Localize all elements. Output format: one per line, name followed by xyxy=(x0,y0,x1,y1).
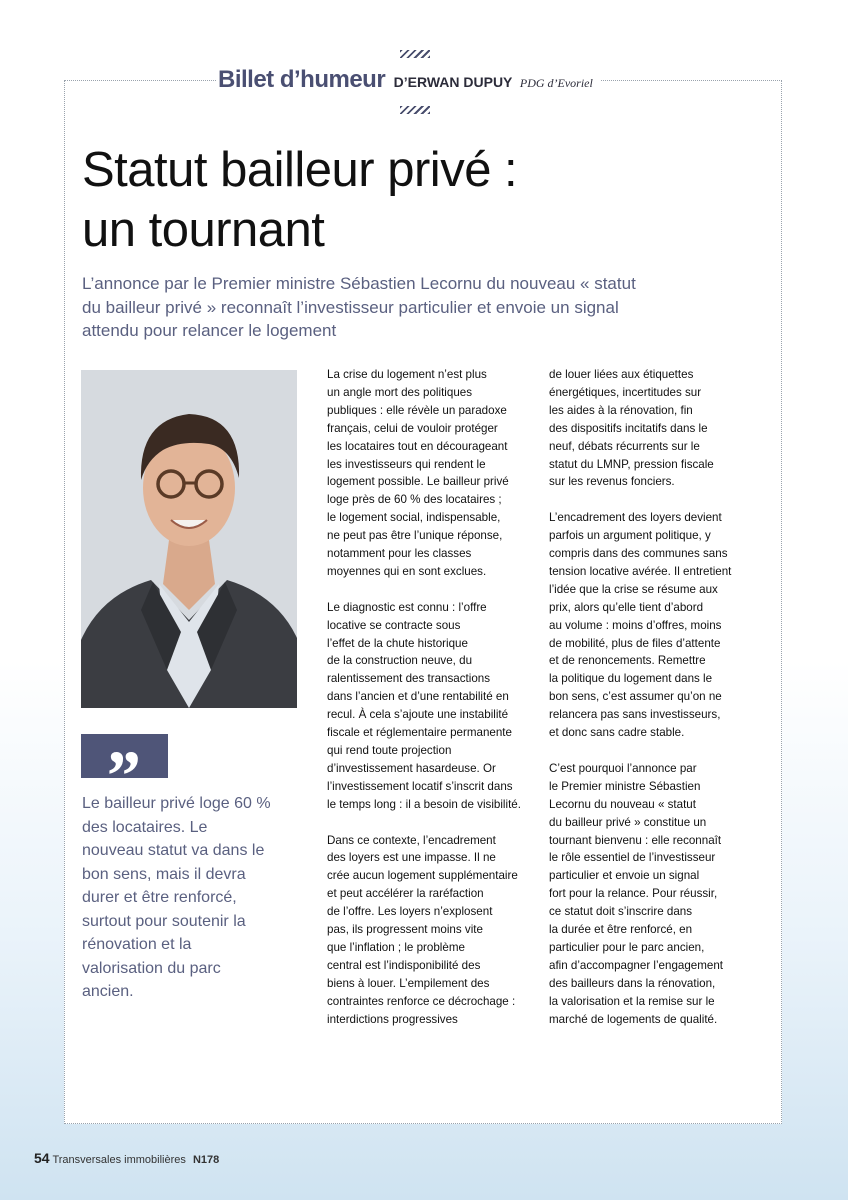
title-line-2: un tournant xyxy=(82,203,325,257)
article-lead: L’annonce par le Premier ministre Sébastien Lecornu du nouveau « statut du bailleur privé » reconnaît l’investisseur particulier et envoie un signal attendu pour relancer le logement xyxy=(82,274,636,340)
title-line-1: Statut bailleur privé : xyxy=(82,143,518,197)
publication-name: Transversales immobilières xyxy=(52,1154,186,1166)
column1-paragraph-3: Dans ce contexte, l’encadrement des loyers est une impasse. Il ne crée aucun logement supplémentaire et peut accélérer la raréfaction de l’offre. Les loyers n’explosent pas, ils progressent moins vite que l’inflation ; le problème central est l’indisponibilité des biens à louer. L’empilement des contraintes renforce ce décrochage : interdictions progressives xyxy=(327,833,518,1026)
author-photo xyxy=(81,370,297,708)
column2-paragraph-3: C’est pourquoi l’annonce par le Premier ministre Sébastien Lecornu du nouveau « statut du bailleur privé » constitue un tournant bienvenu : elle reconnaît le rôle essentiel de l’investisseur particulier et envoie un signal fort pour la relance. Pour réussir, ce statut doit s’inscrire dans la durée et être renforcé, en particulier pour le parc ancien, afin d’accompagner l’engagement des bailleurs dans la rénovation, la valorisation et la remise sur le marché de logements de qualité. xyxy=(549,761,724,1026)
column1-paragraph-1: La crise du logement n’est plus un angle mort des politiques publiques : elle révèle un paradoxe français, celui de vouloir protéger les locataires tout en décourageant les investisseurs qui rendent le logement possible. Le bailleur privé loge près de 60 % des locataires ; le logement social, indispensable, ne peut pas être l’unique réponse, notamment pour les classes moyennes qui en sont exclues. xyxy=(327,368,509,578)
page-number: 54 xyxy=(34,1150,50,1166)
author-role: PDG d’Evoriel xyxy=(519,76,593,90)
page-footer xyxy=(34,1150,219,1166)
author-name: D’ERWAN DUPUY xyxy=(393,74,513,90)
column2-paragraph-1: de louer liées aux étiquettes énergétiques, incertitudes sur les aides à la rénovation, fin des dispositifs incitatifs dans le neuf, débats récurrents sur le statut du LMNP, pression fiscale sur les revenus fonciers. xyxy=(549,368,714,489)
column2-paragraph-2: L’encadrement des loyers devient parfois un argument politique, y compris dans des communes sans tension locative avérée. Il entretient l’idée que la crise se résume aux prix, alors qu’elle tient d’abord au volume : moins d’offres, moins de mobilité, plus de files d’attente et de renoncements. Remettre la politique du logement dans le bon sens, c’est assumer qu’on ne relancera pas sans investisseurs, et donc sans cadre stable. xyxy=(549,511,732,740)
article-title xyxy=(82,140,682,260)
article-column-1 xyxy=(327,366,532,1029)
column1-paragraph-2: Le diagnostic est connu : l’offre locative se contracte sous l’effet de la chute historique de la construction neuve, du ralentissement des transactions dans l’ancien et d’une rentabilité en recul. À cela s’ajoute une instabilité fiscale et réglementaire permanente qui rend toute projection d’investissement hasardeuse. Or l’investissement locatif s’inscrit dans le temps long : il a besoin de visibilité. xyxy=(327,600,521,811)
article-column-2 xyxy=(549,366,754,1029)
hatch-ornament-top-icon xyxy=(400,50,430,58)
rubric-title: Billet d’humeur xyxy=(218,66,386,93)
pull-quote: Le bailleur privé loge 60 % des locataires. Le nouveau statut va dans le bon sens, mais il devra durer et être renforcé, surtout pour soutenir la rénovation et la valorisation du parc ancien. xyxy=(82,795,271,1000)
portrait-illustration xyxy=(81,370,297,708)
issue-number: N178 xyxy=(192,1154,220,1166)
quote-mark-icon: ” xyxy=(81,734,168,778)
rubric-header xyxy=(0,66,848,96)
hatch-ornament-bottom-icon xyxy=(400,106,430,114)
